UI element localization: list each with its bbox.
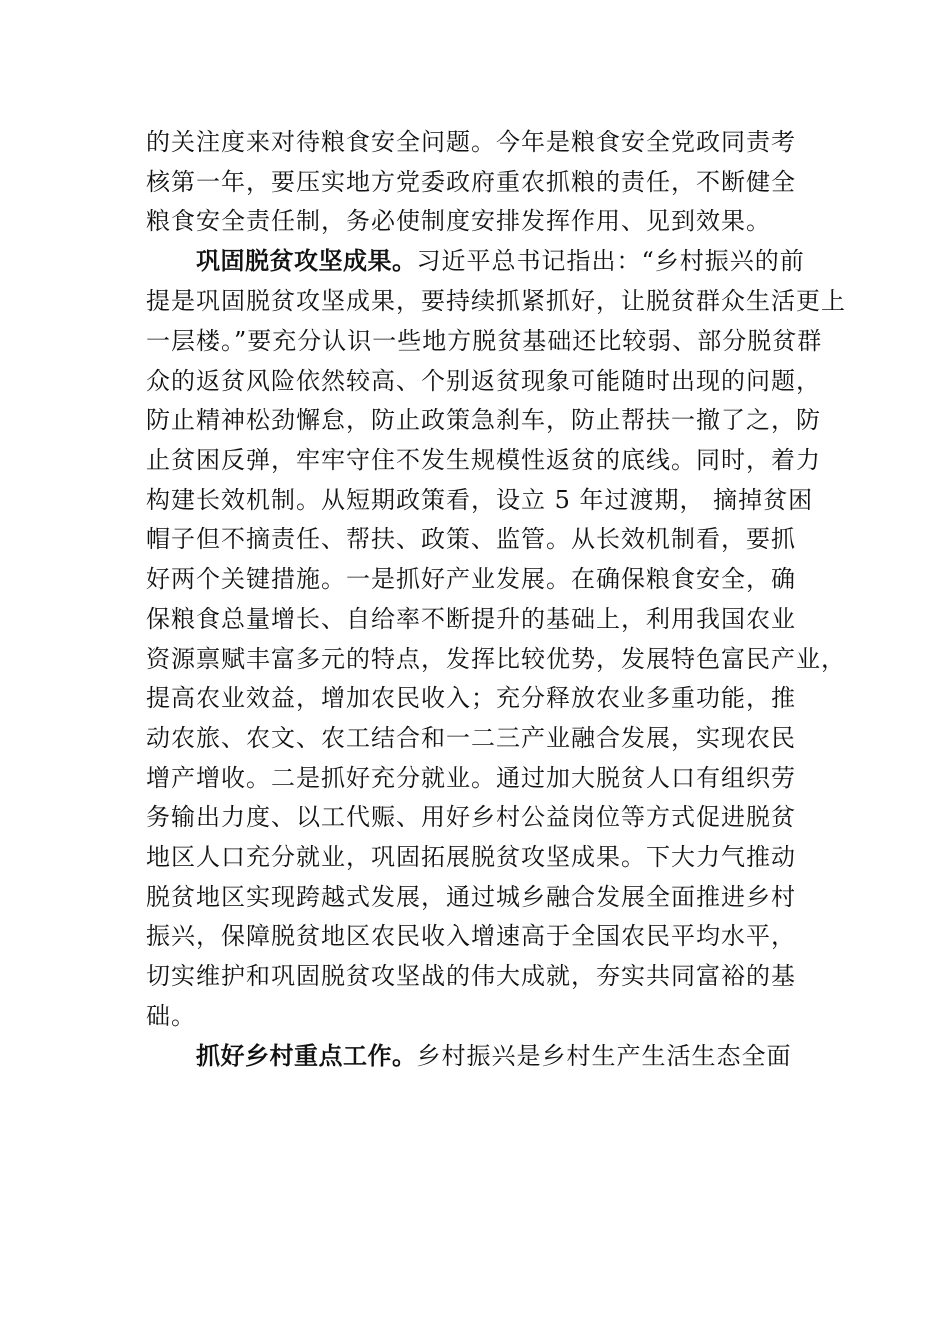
text-run: 习近平总书记指出：“乡村振兴的前 <box>416 247 805 275</box>
text-line: 众的返贫风险依然较高、个别返贫现象可能随时出现的问题， <box>146 367 821 395</box>
text-line: 地区人口充分就业，巩固拓展脱贫攻坚成果。下大力气推动 <box>146 843 796 871</box>
text-line: 防止精神松劲懈怠，防止政策急刹车，防止帮扶一撤了之，防 <box>146 406 821 434</box>
text-line: 帽子但不摘责任、帮扶、政策、监管。从长效机制看，要抓 <box>146 525 796 553</box>
text-line: 核第一年，要压实地方党委政府重农抓粮的责任，不断健全 <box>146 168 796 196</box>
text-line: 好两个关键措施。一是抓好产业发展。在确保粮食安全，确 <box>146 565 796 593</box>
text-line: 保粮食总量增长、自给率不断提升的基础上，利用我国农业 <box>146 605 796 633</box>
text-line: 切实维护和巩固脱贫攻坚战的伟大成就，夯实共同富裕的基 <box>146 962 796 990</box>
text-line: 一层楼。”要充分认识一些地方脱贫基础还比较弱、部分脱贫群 <box>146 327 823 355</box>
section-heading: 巩固脱贫攻坚成果。 <box>196 247 417 275</box>
section-heading: 抓好乡村重点工作。 <box>196 1042 417 1070</box>
text-line: 务输出力度、以工代赈、用好乡村公益岗位等方式促进脱贫 <box>146 803 796 831</box>
paragraph-first-line <box>196 1038 876 1074</box>
text-line: 的关注度来对待粮食安全问题。今年是粮食安全党政同责考 <box>146 128 796 156</box>
text-line: 提是巩固脱贫攻坚成果，要持续抓紧抓好，让脱贫群众生活更上 <box>146 287 846 315</box>
text-line: 增产增收。二是抓好充分就业。通过加大脱贫人口有组织劳 <box>146 764 796 792</box>
text-line: 础。 <box>146 1002 196 1030</box>
text-line: 动农旅、农文、农工结合和一二三产业融合发展，实现农民 <box>146 724 796 752</box>
text-line: 粮食安全责任制，务必使制度安排发挥作用、见到效果。 <box>146 207 771 235</box>
text-line: 资源禀赋丰富多元的特点，发挥比较优势，发展特色富民产业， <box>146 645 846 673</box>
text-run: 乡村振兴是乡村生产生活生态全面 <box>416 1042 792 1070</box>
text-line: 脱贫地区实现跨越式发展，通过城乡融合发展全面推进乡村 <box>146 883 796 911</box>
text-line: 构建长效机制。从短期政策看，设立 5 年过渡期， 摘掉贫困 <box>146 486 814 514</box>
text-line: 止贫困反弹，牢牢守住不发生规模性返贫的底线。同时，着力 <box>146 446 821 474</box>
text-line: 提高农业效益，增加农民收入；充分释放农业多重功能，推 <box>146 684 796 712</box>
text-line: 振兴，保障脱贫地区农民收入增速高于全国农民平均水平， <box>146 922 796 950</box>
paragraph-first-line <box>196 243 876 279</box>
